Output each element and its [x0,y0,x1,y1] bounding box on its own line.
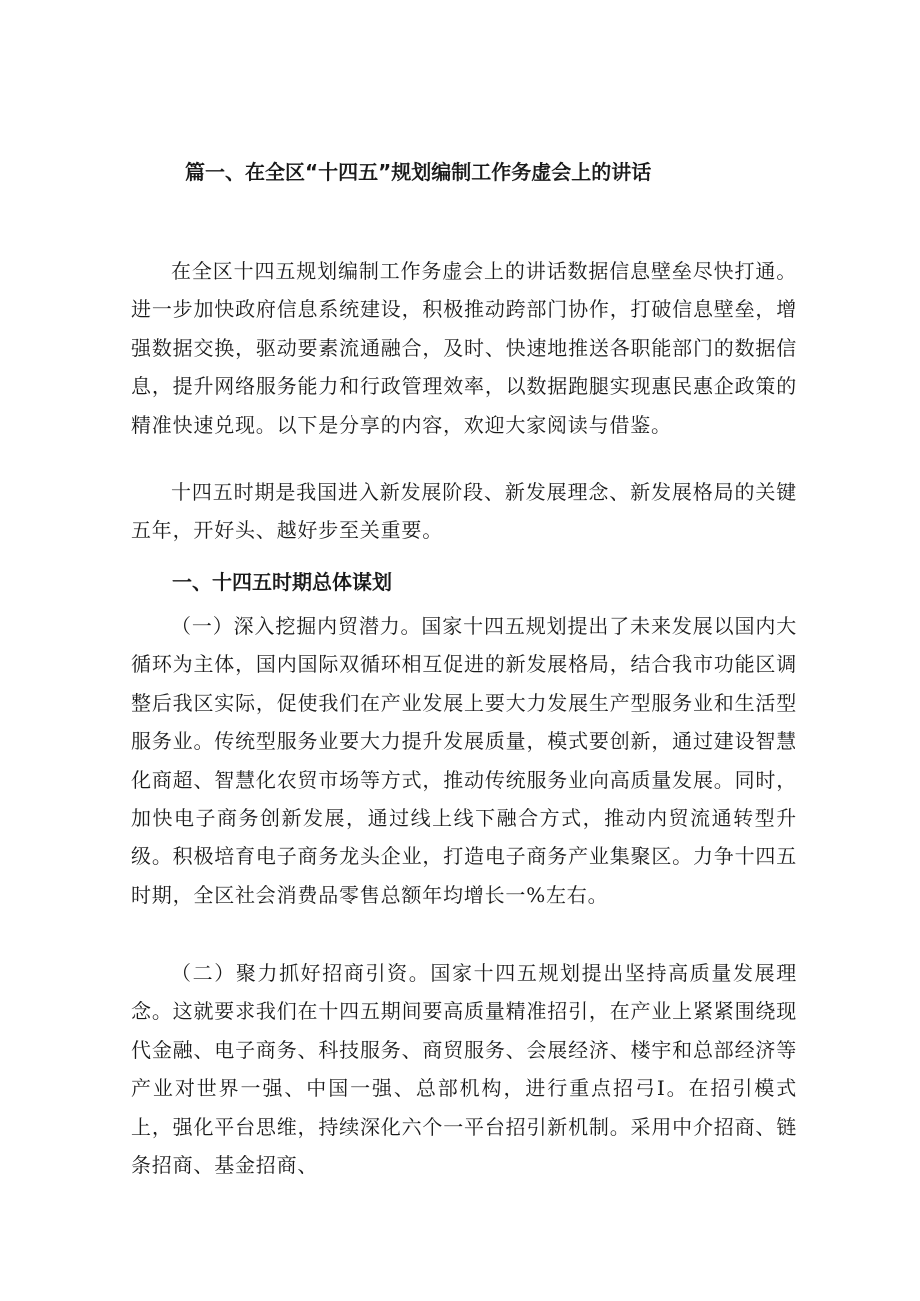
intro-paragraph: 在全区十四五规划编制工作务虚会上的讲话数据信息壁垒尽快打通。进一步加快政府信息系统建设，积极推动跨部门协作，打破信息壁垒，增强数据交换，驱动要素流通融合，及时、快速地推送各职能部门的数据信息，提升网络服务能力和行政管理效率，以数据跑腿实现惠民惠企政策的精准快速兑现。以下是分享的内容，欢迎大家阅读与借鉴。 [131,259,797,437]
context-paragraph: 十四五时期是我国进入新发展阶段、新发展理念、新发展格局的关键五年，开好头、越好步至关重要。 [131,480,797,543]
section-paragraph-domestic-trade: （一）深入挖掘内贸潜力。国家十四五规划提出了未来发展以国内大循环为主体，国内国际双循环相互促进的新发展格局，结合我市功能区调整后我区实际，促使我们在产业发展上要大力发展生产型服务业和生活型服务业。传统型服务业要大力提升发展质量，模式要创新，通过建设智慧化商超、智慧化农贸市场等方式，推动传统服务业向高质量发展。同时，加快电子商务创新发展，通过线上线下融合方式，推动内贸流通转型升级。积极培育电子商务龙头企业，打造电子商务产业集聚区。力争十四五时期，全区社会消费品零售总额年均增长一%左右。 [131,614,797,907]
document-title: 篇一、在全区“十四五”规划编制工作务虚会上的讲话 [185,160,652,184]
section-heading: 一、十四五时期总体谋划 [172,570,392,594]
section-paragraph-investment: （二）聚力抓好招商引资。国家十四五规划提出坚持高质量发展理念。这就要求我们在十四五期间要高质量精准招引，在产业上紧紧围绕现代金融、电子商务、科技服务、商贸服务、会展经济、楼宇和总部经济等产业对世界一强、中国一强、总部机构，进行重点招弓I。在招引模式上，强化平台思维，持续深化六个一平台招引新机制。采用中介招商、链条招商、基金招商、 [131,961,797,1178]
